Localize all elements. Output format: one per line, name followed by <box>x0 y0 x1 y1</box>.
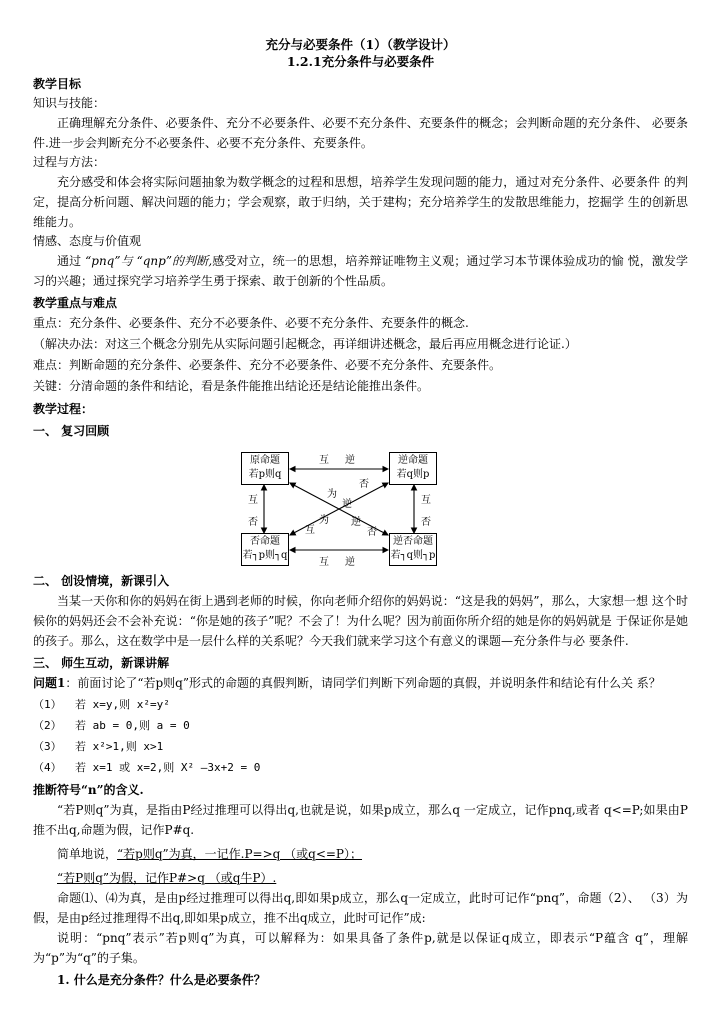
right-label-1: 互 <box>421 495 431 506</box>
right-label-2: 否 <box>421 517 431 528</box>
section2-heading: 二、 创设情境，新课引入 <box>33 574 170 588</box>
left-label-1: 互 <box>248 495 258 506</box>
bottom-label-1: 互 <box>319 557 329 568</box>
example-no: （3） <box>33 740 62 753</box>
symbol-text: “若P则q”为真，是指由P经过推理可以得出q,也就是说，如果p成立，那么q 一定成立，记作pnq,或者 q<=P;如果由P推不出q,命题为假，记作P#q. <box>33 803 688 837</box>
original-prop-form: 若p则q <box>248 469 282 480</box>
process-heading: 教学过程： <box>33 402 94 416</box>
contrapositive-prop-box <box>389 533 437 566</box>
section1-heading: 一、 复习回顾 <box>33 424 110 438</box>
problem-label: 问题1 <box>33 676 66 690</box>
proposition-diagram <box>239 447 439 567</box>
explain-text: 说明：“pnq”表示”若p则q”为真，可以解释为：如果具备了条件p,就是以保证q成立，即表示“P蕴含 q”，理解为“p”为“q”的子集。 <box>33 931 688 965</box>
key-focus: 重点：充分条件、必要条件、充分不必要条件、必要不充分条件、充要条件的概念. <box>33 316 469 330</box>
false-line: “若P则q”为假，记作P#>q （或q牛P）. <box>57 871 277 885</box>
diag-label-2: 逆 <box>342 499 352 510</box>
contrapositive-prop-title: 逆否命题 <box>393 536 433 547</box>
example-text: 若 ab = 0,则 a = 0 <box>75 719 190 732</box>
simple-pre: 简单地说， <box>57 847 118 861</box>
key-method: （解决办法：对这三个概念分别先从实际问题引起概念，再详细讲述概念，最后再应用概念进行论证.） <box>33 337 577 351</box>
example-2 <box>33 715 688 736</box>
example-3 <box>33 736 688 757</box>
bottom-label-2: 逆 <box>345 557 355 568</box>
left-label-2: 否 <box>248 517 258 528</box>
key-heading: 教学重点与难点 <box>33 296 118 310</box>
process-text: 充分感受和体会将实际问题抽象为数学概念的过程和思想，培养学生发现问题的能力，通过对充分条件、必要条件 的判定，提高分析问题、解决问题的能力；学会观察，敢于归纳，关于建构；充分培养学生的发散思维能力，挖掘学 生的创新思维能力。 <box>33 175 688 229</box>
example-4 <box>33 757 688 778</box>
emotion-italic: “pnq”与 “qnp”的判断, <box>85 254 213 268</box>
key-difficulty: 难点：判断命题的充分条件、必要条件、充分不必要条件、必要不充分条件、充要条件。 <box>33 358 502 372</box>
proposition-text: 命题⑴、⑷为真，是由p经过推理可以得出q,即如果p成立，那么q一定成立，此时可记作“pnq”，命题（2）、 （3）为假，是由p经过推理得不出q,即如果p成立，推不出q成立，此时可记作”成: <box>33 891 688 925</box>
problem-text: ：前面讨论了“若p则q”形式的命题的真假判断，请同学们判断下列命题的真假，并说明条件和结论有什么关 系？ <box>65 676 661 690</box>
diag-label-3: 否 <box>359 479 369 490</box>
simple-underlined: “若p则q”为真，一记作.P=>q （或q<=P）； <box>117 847 363 861</box>
symbol-heading: 推断符号“n”的含义. <box>33 783 144 797</box>
original-prop-title: 原命题 <box>250 455 280 466</box>
emotion-text <box>33 251 688 291</box>
converse-prop-box <box>389 452 437 485</box>
example-text: 若 x=y,则 x²=y² <box>75 698 170 711</box>
simple-line <box>33 844 688 864</box>
diag-label-7: 否 <box>367 527 377 538</box>
top-label-1: 互 <box>319 455 329 466</box>
knowledge-text: 正确理解充分条件、必要条件、充分不必要条件、必要不充分条件、充要条件的概念；会判断命题的充分条件、 必要条件.进一步会判断充分不必要条件、必要不充分条件、充要条件。 <box>33 116 688 150</box>
doc-title: 充分与必要条件（1）（教学设计） <box>265 37 456 52</box>
document-page <box>33 36 688 990</box>
example-text: 若 x=1 或 x=2,则 X² —3x+2 = 0 <box>75 761 261 774</box>
converse-prop-form: 若q则p <box>396 469 430 480</box>
doc-subtitle: 1.2.1充分条件与必要条件 <box>286 54 435 69</box>
emotion-pre: 通过 <box>57 254 86 268</box>
example-no: （1） <box>33 698 62 711</box>
top-label-2: 逆 <box>345 455 355 466</box>
goals-heading: 教学目标 <box>33 77 82 91</box>
inverse-prop-box <box>241 533 289 566</box>
diag-label-6: 逆 <box>351 517 361 528</box>
knowledge-label: 知识与技能： <box>33 96 106 110</box>
key-crux: 关键：分清命题的条件和结论，看是条件能推出结论还是结论能推出条件。 <box>33 379 430 393</box>
emotion-rest: 感受对立，统一的思想，培养辩证唯物主义观；通过学习本节课体验成功的愉 悦，激发学习的兴趣；通过探究学习培养学生勇于探索、敢于创新的个性品质。 <box>33 254 688 288</box>
diag-label-5: 为 <box>319 515 329 526</box>
diag-label-1: 为 <box>327 489 337 500</box>
inverse-prop-title: 否命题 <box>250 536 280 547</box>
example-1 <box>33 694 688 715</box>
section3-heading: 三、 师生互动，新课讲解 <box>33 656 170 670</box>
example-no: （2） <box>33 719 62 732</box>
converse-prop-title: 逆命题 <box>398 455 428 466</box>
question-1: 1. 什么是充分条件？什么是必要条件？ <box>57 973 266 987</box>
contrapositive-prop-form: 若┐q则┐p <box>390 550 436 561</box>
problem-1 <box>33 673 688 694</box>
process-label: 过程与方法： <box>33 155 106 169</box>
example-no: （4） <box>33 761 62 774</box>
emotion-label: 情感、态度与价值观 <box>33 234 142 248</box>
inverse-prop-form: 若┐p则┐q <box>242 550 288 561</box>
intro-text: 当某一天你和你的妈妈在街上遇到老师的时候，你向老师介绍你的妈妈说：“这是我的妈妈”，那么，大家想一想 这个时候你的妈妈还会不会补充说：“你是她的孩子”呢？不会了！为什么呢？因为前面你所介绍的她是你的妈妈就是 于保证你是她的孩子。那么，这在数学中是一层什么样的关系呢？今天我们就来学习这个有意义的课题—充分条件与必 要条件. <box>33 594 688 648</box>
original-prop-box <box>241 452 289 485</box>
diag-label-4: 互 <box>305 525 315 536</box>
example-text: 若 x²>1,则 x>1 <box>75 740 164 753</box>
